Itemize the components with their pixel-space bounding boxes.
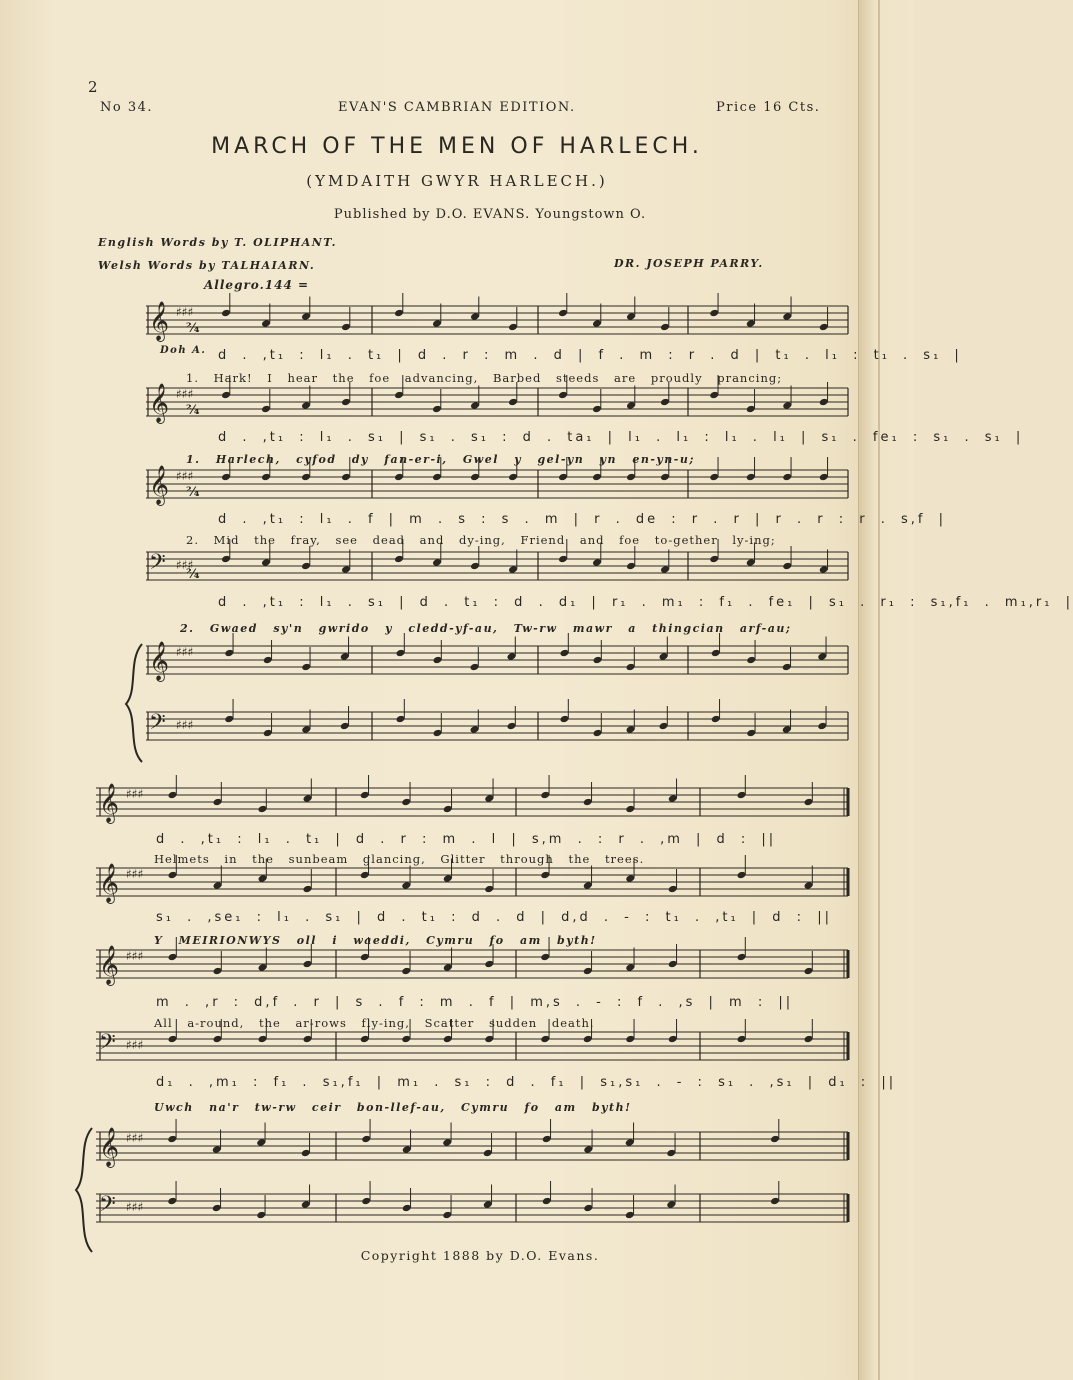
lyric-line-8: Uwch na'r tw-rw ceir bon-llef-au, Cymru fo am byth!: [154, 1101, 632, 1114]
treble-clef: 𝄞: [149, 383, 170, 423]
key-signature: ♯♯♯: [176, 558, 194, 572]
solfa-line-5: d . ,t₁ : l₁ . t₁ | d . r : m . l | s,m . : r . ,m | d : ||: [156, 832, 777, 847]
key-signature: ♯♯♯: [176, 645, 194, 659]
solfa-line-1: d . ,t₁ : l₁ . t₁ | d . r : m . d | f . m : r . d | t₁ . l₁ : t₁ . s₁ |: [218, 348, 962, 363]
treble-clef: 𝄞: [99, 863, 120, 903]
price: Price 16 Cts.: [716, 100, 821, 115]
key-signature: ♯♯♯: [126, 949, 144, 963]
bass-clef: 𝄢: [149, 710, 166, 740]
time-signature: ²⁄₄: [186, 485, 200, 500]
key-signature: ♯♯♯: [126, 1038, 144, 1052]
solfa-line-3: d . ,t₁ : l₁ . f | m . s : s . m | r . de : r . r | r . r : r . s,f |: [218, 512, 946, 527]
welsh-title: (YMDAITH GWYR HARLECH.): [306, 172, 608, 190]
welsh-words-credit: Welsh Words by TALHAIARN.: [98, 259, 316, 272]
treble-clef: 𝄞: [99, 1127, 120, 1167]
solfa-line-4: d . ,t₁ : l₁ . s₁ | d . t₁ : d . d₁ | r₁ . m₁ : f₁ . fe₁ | s₁ . r₁ : s₁,f₁ . m₁,r₁ |: [218, 595, 1073, 610]
treble-clef: 𝄞: [149, 301, 170, 341]
piano-brace: [76, 1128, 92, 1252]
bass-clef: 𝄢: [149, 550, 166, 580]
copyright-notice: Copyright 1888 by D.O. Evans.: [360, 1248, 600, 1263]
key-signature: ♯♯♯: [176, 305, 194, 319]
publisher-line: Published by D.O. EVANS. Youngstown O.: [333, 207, 647, 222]
bass-clef: 𝄢: [99, 1030, 116, 1060]
lyric-line-3: 2. Mid the fray, see dead and dy-ing, Friend and foe to-gether ly-ing;: [186, 533, 776, 547]
time-signature: ²⁄₄: [186, 403, 200, 418]
treble-clef: 𝄞: [149, 465, 170, 505]
time-signature: ²⁄₄: [186, 567, 200, 582]
lyric-line-4: 2. Gwaed sy'n gwrido y cledd-yf-au, Tw-rw mawr a thingcian arf-au;: [180, 622, 792, 635]
time-signature: ²⁄₄: [186, 321, 200, 336]
solfa-line-8: d₁ . ,m₁ : f₁ . s₁,f₁ | m₁ . s₁ : d . f₁ | s₁,s₁ . - : s₁ . ,s₁ | d₁ : ||: [156, 1075, 897, 1090]
key-signature: ♯♯♯: [126, 1200, 144, 1214]
lyric-line-5: Helmets in the sunbeam glancing, Glitter through the trees.: [154, 852, 645, 866]
page-number: 2: [88, 78, 98, 96]
edition-name: EVAN'S CAMBRIAN EDITION.: [338, 100, 576, 115]
bass-clef: 𝄢: [99, 1192, 116, 1222]
composer-credit: DR. JOSEPH PARRY.: [614, 257, 764, 270]
treble-clef: 𝄞: [149, 641, 170, 681]
key-signature: ♯♯♯: [176, 469, 194, 483]
piano-brace: [126, 644, 142, 762]
doh-key: Doh A.: [160, 345, 207, 356]
treble-clef: 𝄞: [99, 783, 120, 823]
page-title: MARCH OF THE MEN OF HARLECH.: [211, 134, 703, 159]
key-signature: ♯♯♯: [176, 718, 194, 732]
key-signature: ♯♯♯: [126, 1131, 144, 1145]
english-words-credit: English Words by T. OLIPHANT.: [98, 236, 337, 249]
solfa-line-6: s₁ . ,se₁ : l₁ . s₁ | d . t₁ : d . d | d,d . - : t₁ . ,t₁ | d : ||: [156, 910, 832, 925]
lyric-line-2: 1. Harlech, cyfod dy fan-er-i, Gwel y gel-yn yn en-yn-u;: [186, 453, 695, 466]
lyric-line-1: 1. Hark! I hear the foe advancing, Barbed steeds are proudly prancing;: [186, 371, 783, 385]
key-signature: ♯♯♯: [176, 387, 194, 401]
edition-number: No 34.: [100, 100, 154, 115]
lyric-line-7: All a-round, the ar-rows fly-ing, Scatter sudden death.: [154, 1016, 595, 1030]
solfa-line-7: m . ,r : d,f . r | s . f : m . f | m,s . - : f . ,s | m : ||: [156, 995, 794, 1010]
lyric-line-6: Y MEIRIONWYS oll i waeddi, Cymru fo am byth!: [154, 934, 597, 947]
key-signature: ♯♯♯: [126, 867, 144, 881]
solfa-line-2: d . ,t₁ : l₁ . s₁ | s₁ . s₁ : d . ta₁ | l₁ . l₁ : l₁ . l₁ | s₁ . fe₁ : s₁ . s₁ |: [218, 430, 1024, 445]
treble-clef: 𝄞: [99, 945, 120, 985]
tempo-marking: Allegro.144 =: [204, 278, 310, 292]
key-signature: ♯♯♯: [126, 787, 144, 801]
